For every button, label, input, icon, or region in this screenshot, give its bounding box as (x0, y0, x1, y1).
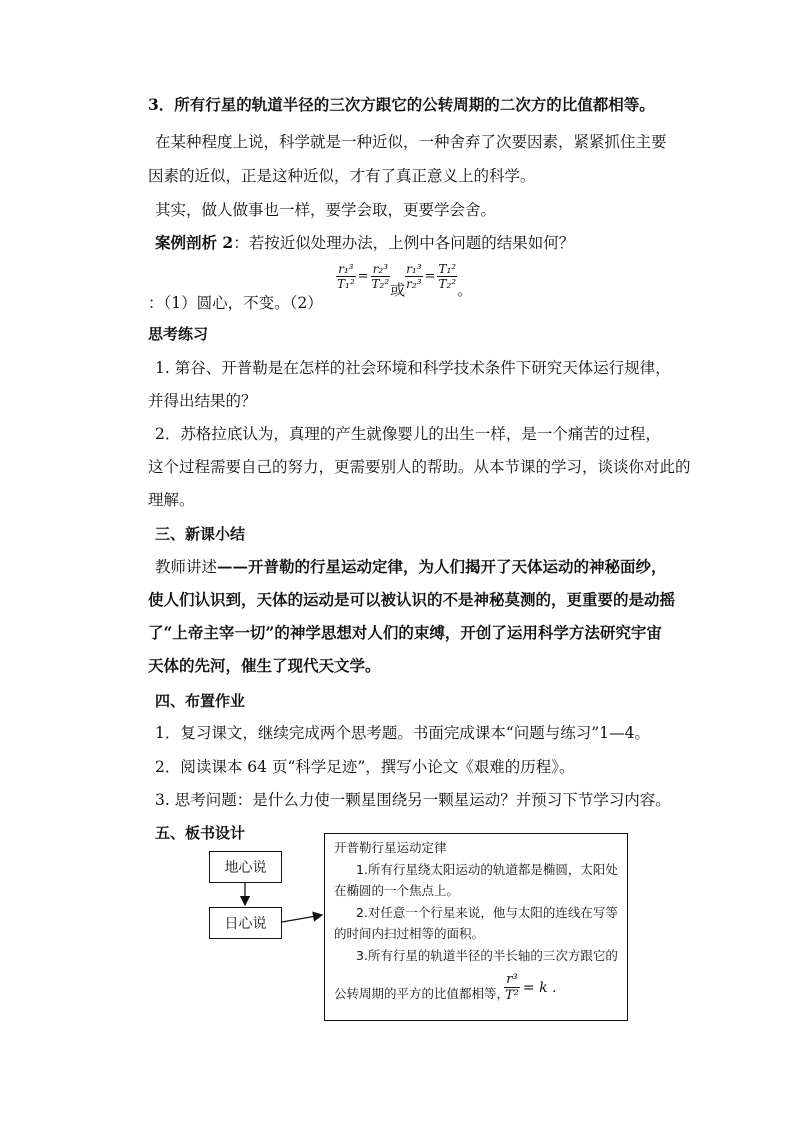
think-heading: 思考练习 (148, 325, 209, 343)
homework-heading: 四、布置作业 (155, 692, 246, 710)
summary-lead: 教师讲述 (155, 558, 218, 576)
question2-line2: 这个过程需要自己的努力，更需要别人的帮助。从本节课的学习，谈谈你对此的 (148, 458, 691, 476)
r3-over-t2: $\frac{\text{r³}}{\text{T²}}$ (505, 972, 519, 1003)
board-design-heading: 五、板书设计 (155, 824, 246, 842)
question1-line1: 1. 第谷、开普勒是在怎样的社会环境和科学技术条件下研究天体运行规律， (155, 359, 671, 377)
question1-line2: 并得出结果的？ (148, 392, 257, 410)
fraction-3: $\frac{\text{r₁³}}{\text{r₂³}}$ (406, 262, 422, 291)
fraction-4: $\frac{\text{T₁²}}{\text{T₂²}}$ (438, 262, 457, 291)
law3-line2: 公转周期的平方的比值都相等， (334, 986, 510, 1001)
heliocentric-box: 日心说 (209, 907, 282, 939)
answer-or: 或 (390, 281, 406, 299)
para1-line2: 因素的近似，正是这种近似，才有了真正意义上的科学。 (148, 167, 536, 185)
kepler-constant-formula (504, 972, 556, 1003)
summary-line2: 使人们认识到，天体的运动是可以被认识的不是神秘莫测的，更重要的是动摇 (148, 590, 676, 609)
kepler-box-title: 开普勒行星运动定律 (334, 840, 447, 855)
summary-line4: 天体的先河，催生了现代天文学。 (148, 656, 381, 675)
answer-prefix: ：（1）圆心，不变。（2） (148, 294, 323, 312)
homework-item-1: 1．复习课文，继续完成两个思考题。书面完成课本“问题与练习”1—4。 (155, 724, 650, 742)
kepler-ratio-formula: $\frac{\text{r₁³}}{\text{T₁²}}$ = $\frac{\text{r₂³}}{\text{T₂²}}$ 或 $\frac{\text{r₁³}}{\text{r₂³}}$ = $\frac{\text{T₁²}}{\text{T₂²}}$ 。 (337, 262, 473, 299)
law1-line1: 1.所有行星绕太阳运动的轨道都是椭圆，太阳处 (356, 862, 618, 877)
law1-line2: 在椭圆的一个焦点上。 (334, 883, 460, 898)
homework-item-2: 2．阅读课本 64 页“科学足迹”，撰写小论文《艰难的历程》。 (155, 758, 575, 776)
summary-line3: 了“上帝主宰一切”的神学思想对人们的束缚，开创了运用科学方法研究宇宙 (148, 623, 662, 642)
law2-line2: 的时间内扫过相等的面积。 (334, 926, 485, 941)
arrow-right (282, 915, 322, 922)
para1-line1: 在某种程度上说，科学就是一种近似，一种舍弃了次要因素，紧紧抓住主要 (155, 133, 667, 151)
question2-line1: 2．苏格拉底认为，真理的产生就像婴儿的出生一样，是一个痛苦的过程， (155, 425, 661, 443)
summary-line1-bold: ——开普勒的行星运动定律，为人们揭开了天体运动的神秘面纱， (217, 557, 667, 576)
answer-end: 。 (457, 281, 473, 299)
homework-item-3: 3. 思考问题：是什么力使一颗星围绕另一颗星运动？并预习下节学习内容。 (155, 791, 671, 809)
law2-line1: 2.对任意一个行星来说，他与太阳的连线在写等 (356, 905, 618, 920)
fraction-1: $\frac{\text{r₁³}}{\text{T₁²}}$ (337, 262, 355, 291)
case-text: ：若按近似处理办法，上例中各问题的结果如何？ (233, 234, 575, 252)
question2-line3: 理解。 (148, 491, 195, 509)
law3-heading: 3．所有行星的轨道半径的三次方跟它的公转周期的二次方的比值都相等。 (148, 95, 655, 114)
k-rhs: = k . (522, 979, 557, 996)
case-label: 案例剖析 2 (155, 233, 234, 252)
fraction-2: $\frac{\text{r₂³}}{\text{T₂²}}$ (371, 262, 390, 291)
para2: 其实，做人做事也一样，要学会取，更要学会舍。 (155, 201, 497, 219)
summary-heading: 三、新课小结 (155, 525, 246, 543)
law3-line1: 3.所有行星的轨道半径的半长轴的三次方跟它的 (356, 948, 618, 963)
geocentric-box: 地心说 (209, 851, 282, 883)
